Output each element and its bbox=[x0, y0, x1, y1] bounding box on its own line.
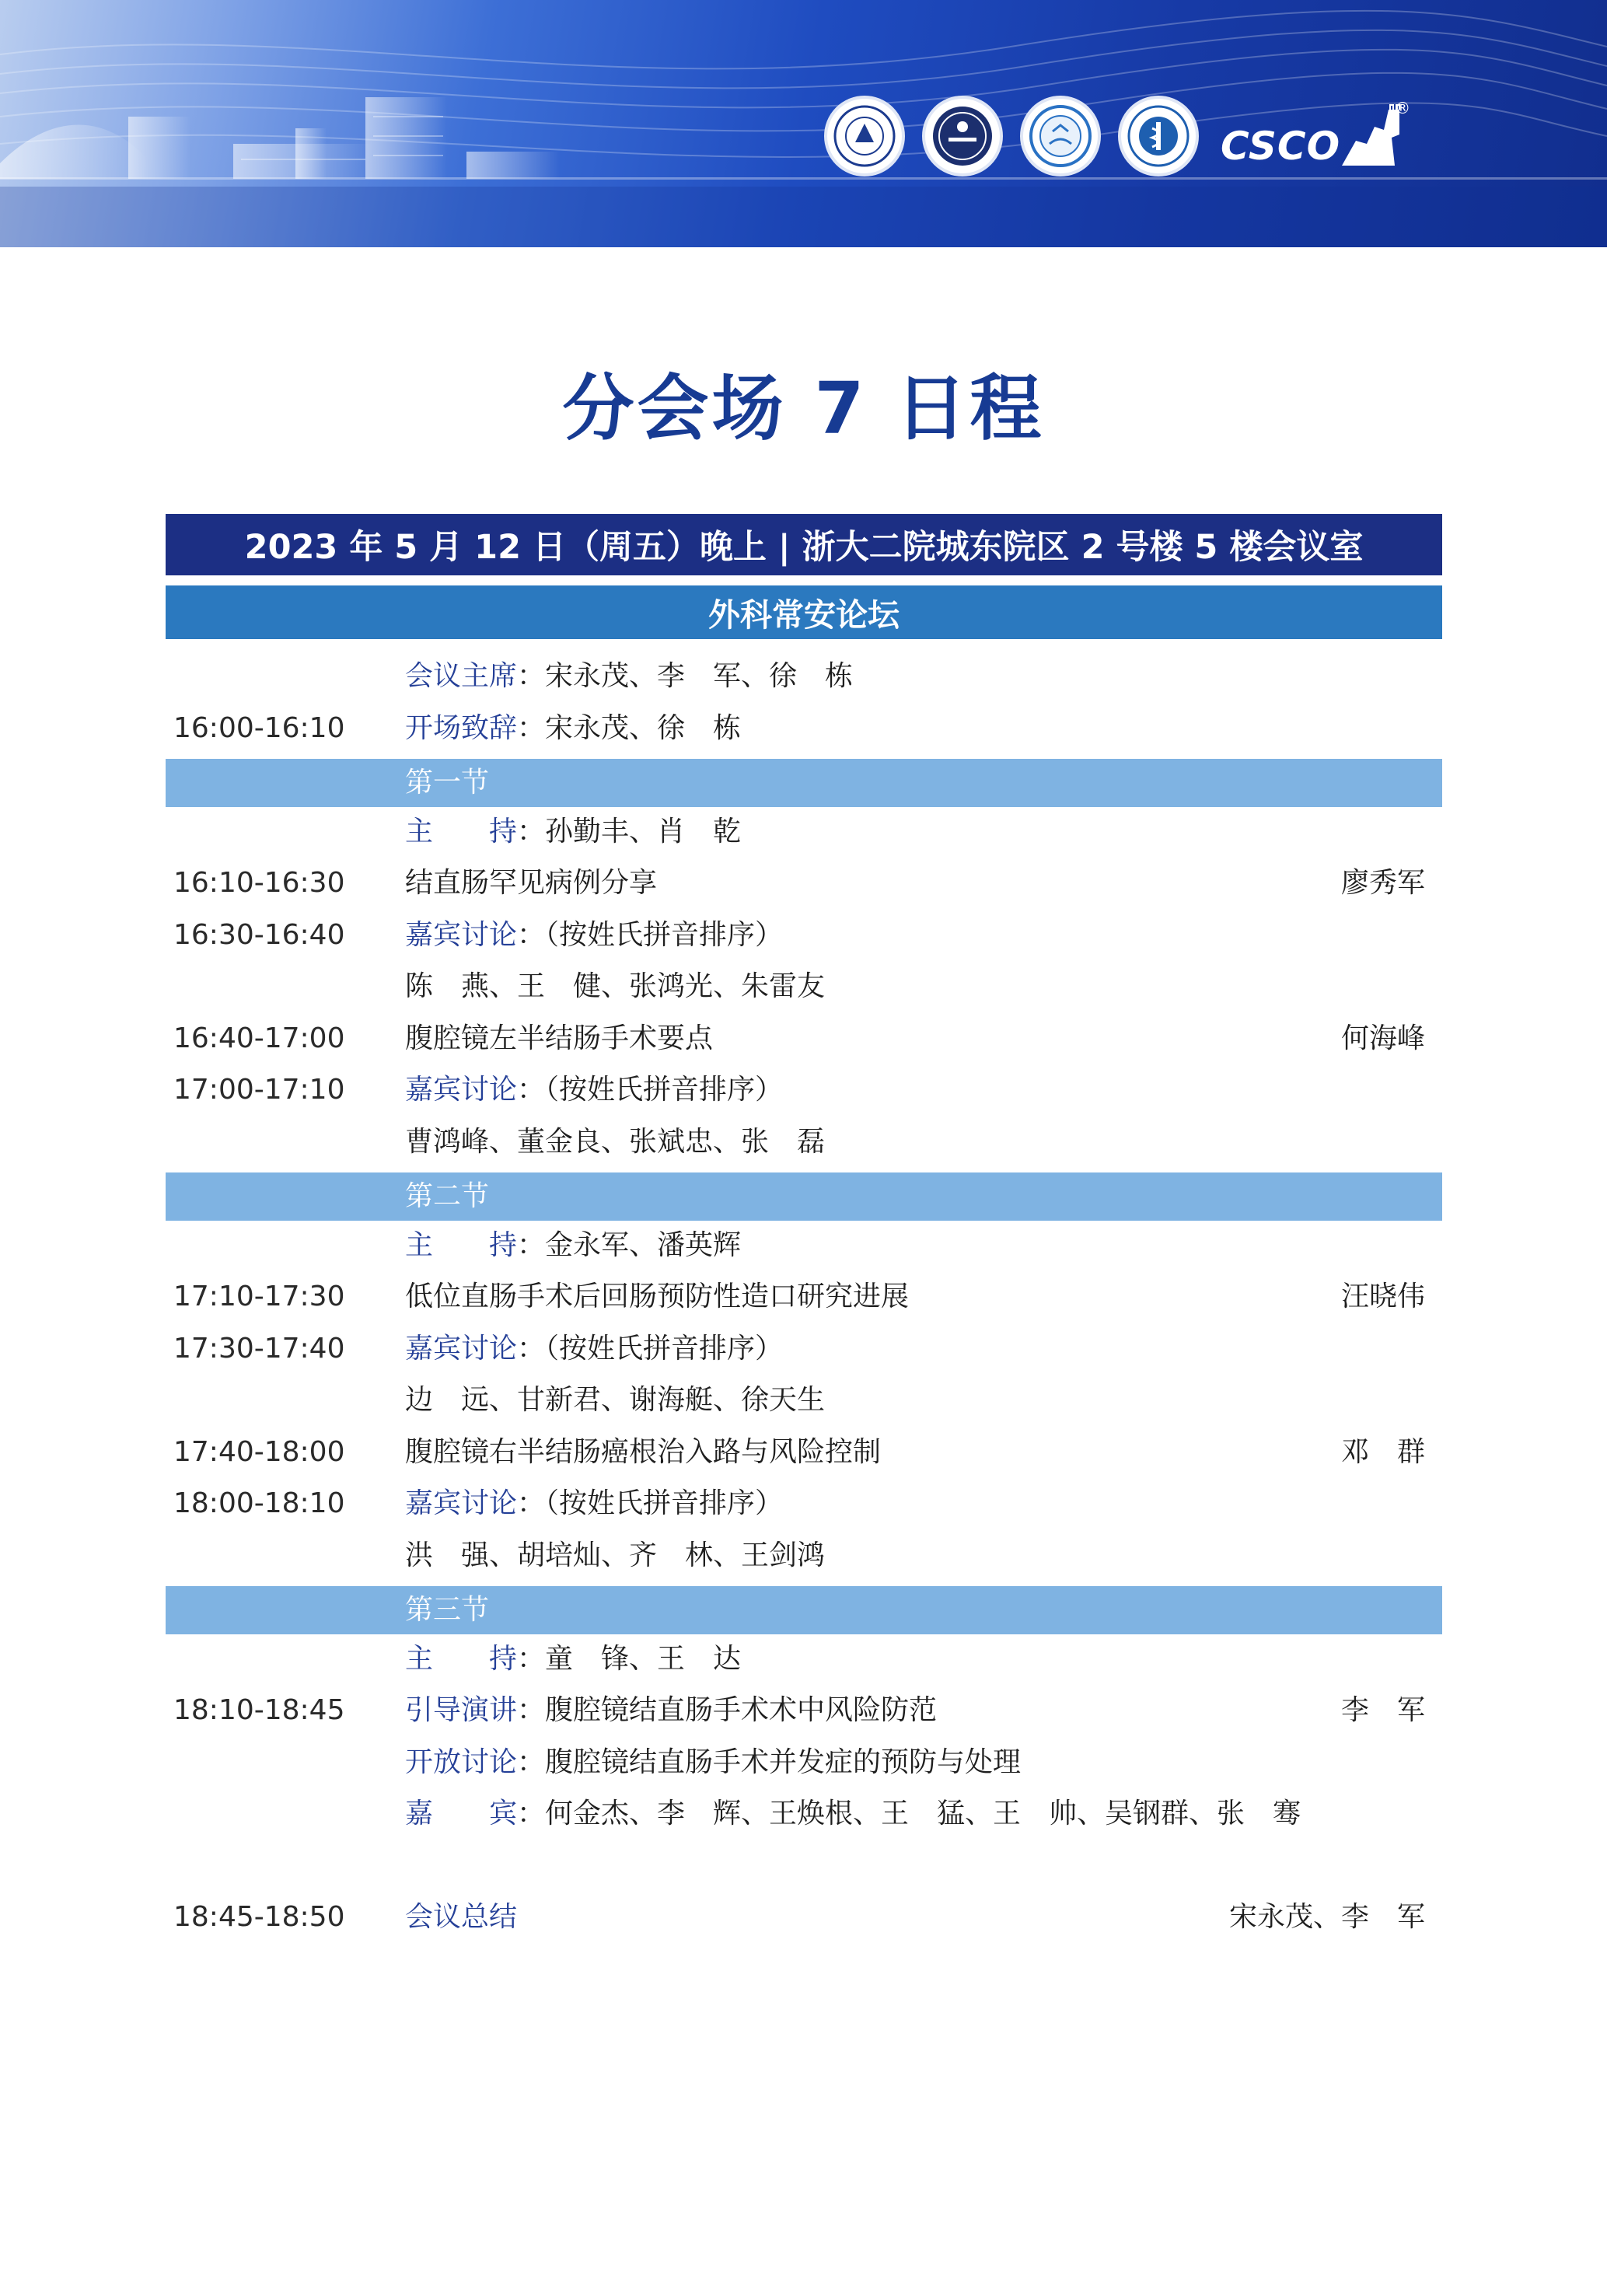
header-banner bbox=[0, 0, 1607, 247]
section-title: 第一节 bbox=[405, 767, 490, 799]
agenda-item bbox=[405, 1119, 825, 1165]
agenda-item bbox=[405, 1429, 881, 1476]
agenda-item bbox=[405, 912, 783, 959]
agenda-label: 嘉宾讨论 bbox=[405, 1074, 518, 1106]
schedule-row bbox=[166, 1894, 1442, 1941]
agenda-label: 会议总结 bbox=[405, 1900, 518, 1933]
agenda-text: 腹腔镜左半结肠手术要点 bbox=[405, 1022, 714, 1054]
agenda-text: 陈 燕、王 健、张鸿光、朱雷友 bbox=[405, 970, 826, 1002]
agenda-text: ：童 锋、王 达 bbox=[517, 1642, 742, 1675]
schedule-row bbox=[166, 809, 1442, 855]
agenda-item bbox=[405, 1222, 741, 1269]
agenda-label: 嘉宾讨论 bbox=[405, 1332, 518, 1365]
agenda-text: ：（按姓氏拼音排序） bbox=[517, 1332, 784, 1365]
agenda-text: ：腹腔镜结直肠手术术中风险防范 bbox=[517, 1694, 938, 1726]
schedule-row bbox=[166, 1791, 1442, 1837]
agenda-item bbox=[405, 963, 825, 1010]
time-slot: 17:10-17:30 bbox=[173, 1281, 345, 1312]
speaker-name: 汪晓伟 bbox=[1340, 1281, 1425, 1312]
registered-mark: ® bbox=[1395, 99, 1411, 117]
agenda-text: 洪 强、胡培灿、齐 林、王剑鸿 bbox=[405, 1539, 826, 1571]
forum-title-text: 外科常安论坛 bbox=[708, 596, 900, 634]
session-info-bar bbox=[166, 514, 1442, 575]
schedule-row bbox=[166, 1119, 1442, 1165]
agenda-text: ：何金杰、李 辉、王焕根、王 猛、王 帅、吴钢群、张 骞 bbox=[517, 1798, 1301, 1829]
time-slot: 18:00-18:10 bbox=[173, 1487, 345, 1519]
page-title: 分会场 7 日程 bbox=[562, 367, 1045, 450]
agenda-text: 结直肠罕见病例分享 bbox=[405, 867, 658, 899]
agenda-label: 开放讨论 bbox=[405, 1746, 518, 1778]
agenda-item bbox=[405, 1015, 713, 1062]
schedule-row bbox=[166, 1480, 1442, 1527]
agenda-item bbox=[405, 1636, 741, 1683]
time-slot: 18:45-18:50 bbox=[173, 1900, 345, 1933]
agenda-label: 主 持 bbox=[405, 1642, 518, 1675]
agenda-item bbox=[405, 1687, 937, 1734]
schedule-row bbox=[166, 1377, 1442, 1424]
agenda-item bbox=[405, 705, 741, 752]
zjcsco-seal-icon bbox=[1020, 96, 1101, 176]
agenda-label: 主 持 bbox=[405, 815, 518, 847]
section-title: 第二节 bbox=[405, 1180, 490, 1212]
agenda-label: 会议主席 bbox=[405, 660, 518, 692]
agenda-item bbox=[405, 860, 657, 907]
speaker-name: 宋永茂、李 军 bbox=[1228, 1900, 1425, 1933]
section-header-bar bbox=[166, 759, 1442, 807]
agenda-text: ：金永军、潘英辉 bbox=[517, 1228, 742, 1261]
schedule-row bbox=[166, 1636, 1442, 1683]
time-slot: 17:30-17:40 bbox=[173, 1332, 345, 1365]
agenda-item bbox=[405, 1326, 783, 1372]
agenda-label: 主 持 bbox=[405, 1228, 518, 1261]
sponsor-logos bbox=[824, 93, 1410, 179]
schedule-row bbox=[166, 1532, 1442, 1579]
schedule-row bbox=[166, 1015, 1442, 1062]
speaker-name: 邓 群 bbox=[1340, 1435, 1425, 1468]
speaker-name: 廖秀军 bbox=[1340, 867, 1425, 899]
agenda-item bbox=[405, 653, 853, 700]
section-title: 第三节 bbox=[405, 1594, 490, 1626]
time-slot: 16:10-16:30 bbox=[173, 867, 345, 899]
agenda-item bbox=[405, 1894, 517, 1941]
agenda-item bbox=[405, 809, 741, 855]
agenda-label: 嘉宾讨论 bbox=[405, 1487, 518, 1519]
time-slot: 17:40-18:00 bbox=[173, 1435, 345, 1468]
agenda-item bbox=[405, 1791, 1301, 1837]
agenda-label: 开场致辞 bbox=[405, 711, 518, 744]
zhejiang-university-seal-icon bbox=[824, 96, 905, 176]
agenda-text: ：宋永茂、李 军、徐 栋 bbox=[517, 660, 854, 692]
schedule-row bbox=[166, 1739, 1442, 1786]
csco-logo bbox=[1221, 99, 1411, 169]
agenda-text: 曹鸿峰、董金良、张斌忠、张 磊 bbox=[405, 1125, 826, 1158]
session-info-text: 2023 年 5 月 12 日（周五）晚上 | 浙大二院城东院区 2 号楼 5 楼会议室 bbox=[244, 528, 1364, 567]
speaker-name: 李 军 bbox=[1340, 1694, 1425, 1726]
agenda-label: 嘉宾讨论 bbox=[405, 918, 518, 951]
agenda-text: ：腹腔镜结直肠手术并发症的预防与处理 bbox=[517, 1746, 1022, 1778]
time-slot: 18:10-18:45 bbox=[173, 1694, 345, 1726]
schedule-row bbox=[166, 1429, 1442, 1476]
agenda-text: 腹腔镜右半结肠癌根治入路与风险控制 bbox=[405, 1435, 882, 1468]
agenda-item bbox=[405, 1377, 825, 1424]
time-slot: 16:30-16:40 bbox=[173, 918, 345, 951]
speaker-name: 何海峰 bbox=[1340, 1022, 1425, 1054]
schedule-row bbox=[166, 705, 1442, 752]
section-header-bar bbox=[166, 1586, 1442, 1634]
agenda-item bbox=[405, 1532, 825, 1579]
schedule-row bbox=[166, 912, 1442, 959]
agenda-item bbox=[405, 1739, 1021, 1786]
agenda-text: ：（按姓氏拼音排序） bbox=[517, 1074, 784, 1106]
schedule-row bbox=[166, 860, 1442, 907]
schedule-row bbox=[166, 963, 1442, 1010]
time-slot: 16:40-17:00 bbox=[173, 1022, 345, 1054]
forum-title-bar bbox=[166, 585, 1442, 639]
agenda-text: ：（按姓氏拼音排序） bbox=[517, 918, 784, 951]
schedule-row bbox=[166, 1326, 1442, 1372]
csco-logo-text: CSCO bbox=[1221, 124, 1341, 169]
agenda-item bbox=[405, 1067, 783, 1113]
medical-association-seal-icon bbox=[1118, 96, 1199, 176]
agenda-item bbox=[405, 1480, 783, 1527]
agenda-label: 嘉 宾 bbox=[405, 1798, 518, 1829]
schedule-row bbox=[166, 653, 1442, 700]
time-slot: 16:00-16:10 bbox=[173, 711, 345, 744]
schedule-row bbox=[166, 1222, 1442, 1269]
agenda-label: 引导演讲 bbox=[405, 1694, 518, 1726]
agenda-text: 边 远、甘新君、谢海艇、徐天生 bbox=[405, 1384, 826, 1416]
agenda-text: 低位直肠手术后回肠预防性造口研究进展 bbox=[405, 1281, 910, 1312]
section-header-bar bbox=[166, 1172, 1442, 1221]
agenda-text: ：宋永茂、徐 栋 bbox=[517, 711, 742, 744]
agenda-text: ：（按姓氏拼音排序） bbox=[517, 1487, 784, 1519]
agenda-text: ：孙勤丰、肖 乾 bbox=[517, 815, 742, 847]
agenda-item bbox=[405, 1274, 909, 1320]
schedule-row bbox=[166, 1687, 1442, 1734]
time-slot: 17:00-17:10 bbox=[173, 1074, 345, 1106]
zheyi-seal-icon bbox=[922, 96, 1003, 176]
schedule-row bbox=[166, 1274, 1442, 1320]
schedule-row bbox=[166, 1067, 1442, 1113]
